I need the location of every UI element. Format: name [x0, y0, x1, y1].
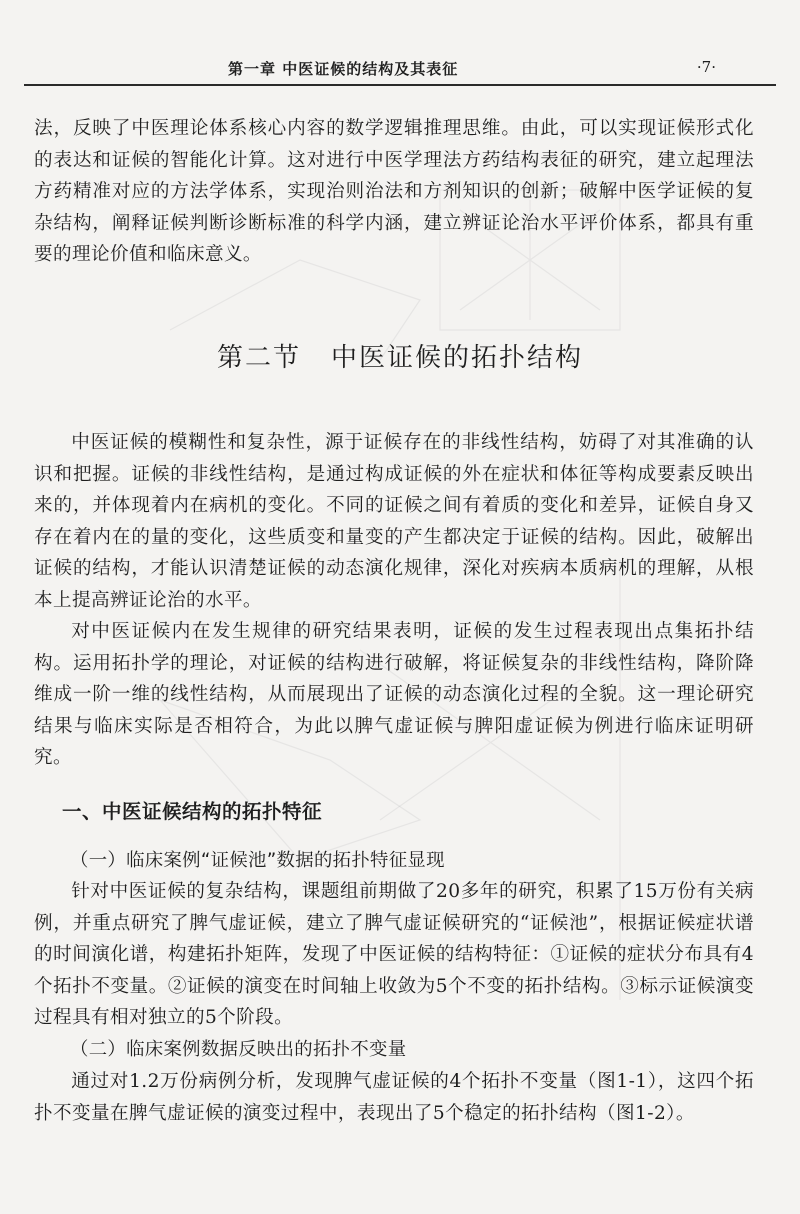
paragraph-2: 对中医证候内在发生规律的研究结果表明，证候的发生过程表现出点集拓扑结构。运用拓扑学的理论，对证候的结构进行破解，将证候复杂的非线性结构，降阶降维成一阶一维的线性结构，从而展现出了证候的动态演化过程的全貌。这一理论研究结果与临床实际是否相符合，为此以脾气虚证候与脾阳虚证候为例进行临床证明研究。 [34, 621, 754, 768]
chapter-title: 第一章 中医证候的结构及其表征 [228, 60, 459, 78]
sub2-block [34, 1066, 754, 1129]
heading-topology-features: 一、中医证候结构的拓扑特征 [62, 800, 323, 823]
body-block [34, 427, 754, 774]
subheading-syndrome-pool: （一）临床案例“证候池”数据的拓扑特征显现 [70, 850, 445, 871]
intro-block [34, 113, 754, 271]
section-number: 第二节 [216, 343, 301, 373]
subheading-topological-invariants: （二）临床案例数据反映出的拓扑不变量 [70, 1039, 407, 1060]
section-title: 中医证候的拓扑结构 [331, 343, 584, 373]
paragraph-1: 中医证候的模糊性和复杂性，源于证候存在的非线性结构，妨碍了对其准确的认识和把握。证候的非线性结构，是通过构成证候的外在症状和体征等构成要素反映出来的，并体现着内在病机的变化。不同的证候之间有着质的变化和差异，证候自身又存在着内在的量的变化，这些质变和量变的产生都决定于证候的结构。因此，破解出证候的结构，才能认识清楚证候的动态演化规律，深化对疾病本质病机的理解，从根本上提高辨证论治的水平。 [34, 432, 754, 611]
sub2-paragraph: 通过对1.2万份病例分析，发现脾气虚证候的4个拓扑不变量（图1-1），这四个拓扑不变量在脾气虚证候的演变过程中，表现出了5个稳定的拓扑结构（图1-2）。 [34, 1071, 754, 1124]
page-number: ·7· [696, 58, 716, 76]
section-heading [0, 337, 800, 374]
sub1-block [34, 876, 754, 1034]
running-header [24, 52, 776, 86]
intro-paragraph: 法，反映了中医理论体系核心内容的数学逻辑推理思维。由此，可以实现证候形式化的表达和证候的智能化计算。这对进行中医学理法方药结构表征的研究，建立起理法方药精准对应的方法学体系，实现治则治法和方剂知识的创新；破解中医学证候的复杂结构，阐释证候判断诊断标准的科学内涵，建立辨证论治水平评价体系，都具有重要的理论价值和临床意义。 [34, 118, 754, 265]
sub1-paragraph: 针对中医证候的复杂结构，课题组前期做了20多年的研究，积累了15万份有关病例，并重点研究了脾气虚证候，建立了脾气虚证候研究的“证候池”，根据证候症状谱的时间演化谱，构建拓扑矩阵，发现了中医证候的结构特征：①证候的症状分布具有4个拓扑不变量。②证候的演变在时间轴上收敛为5个不变的拓扑结构。③标示证候演变过程具有相对独立的5个阶段。 [34, 881, 754, 1028]
